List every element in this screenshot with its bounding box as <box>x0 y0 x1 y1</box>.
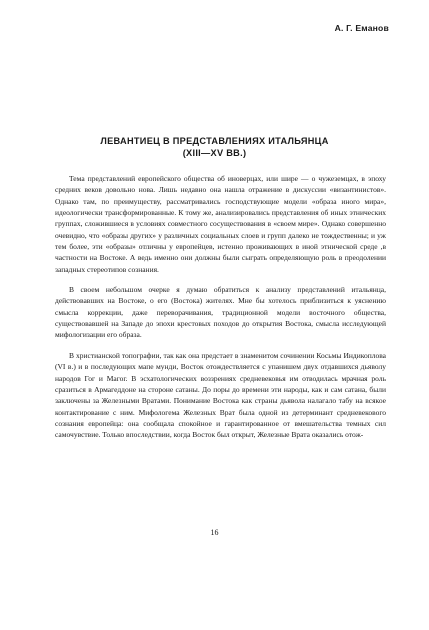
article-body <box>55 173 386 441</box>
paragraph-1: Тема представлений европейского общества об иноверцах, или шире — о чужеземцах, в эпоху средних веков довольно нова. Лишь недавно она нашла отражение в дискуссии «византинистов». Однако там, по преимуществу, рассматривались господствующие модели «образа иного мира», идеологически трансформированные. К тому же, анализировались представления об иных этнических группах, сложившиеся в условиях совместного сосуществования в «своем мире». Однако совершенно очевидно, что «образы других» у различных социальных слоев и групп далеко не тождественны; и уж тем более, эти «образы» отличны у европейцев, истенно проживающих в иной этнической среде ,в частности на Востоке. А ведь именно они должны были сыграть определяющую роль в преодолении западных стереотипов сознания. <box>55 174 386 274</box>
title-line-2: (XIII—XV ВВ.) <box>182 148 247 158</box>
title-line-1: ЛЕВАНТИЕЦ В ПРЕДСТАВЛЕНИЯХ ИТАЛЬЯНЦА <box>100 136 329 146</box>
article-title <box>0 135 429 159</box>
paragraph-2: В своем небольшом очерке я думаю обратиться к анализу представлений итальянца, действовавших на Востоке, о его (Востока) жителях. Мне бы хотелось приблизиться к уяснению смысла коррекции, даже переворачивания, традиционной модели восточного общества, существовавшей на Западе до эпохи крестовых походов до открытия Востока, смысла исследующей мифологизации его образа. <box>55 285 386 340</box>
page-number: 16 <box>210 528 219 537</box>
paragraph-3: В христианской топографии, так как она предстает в знаменитом сочинении Косьмы Индикоплова (VI в.) и в последующих мапе мунди, Восток отождествляется с упанишем двух отдавшихся дьяволу народов Гог и Магог. В эсхатологических воззрениях средневековья им отводилась мрачная роль сразиться в Армагеддоне на стороне сатаны. До поры до времени эти народы, как и сам сатана, были заключены за Железными Вратами. Понимание Востока как страны дьявола налагало табу на всякое контактирование с ним. Мифологема Железных Врат была одной из детерминант средневекового сознания европейца: она сообщала спокойное и гарантированное от вмешательства темных сил самочувствие. Только впоследствии, когда Восток был открыт, Железные Врата оказались отож- <box>55 350 386 440</box>
running-header: А. Г. Еманов <box>334 23 389 33</box>
